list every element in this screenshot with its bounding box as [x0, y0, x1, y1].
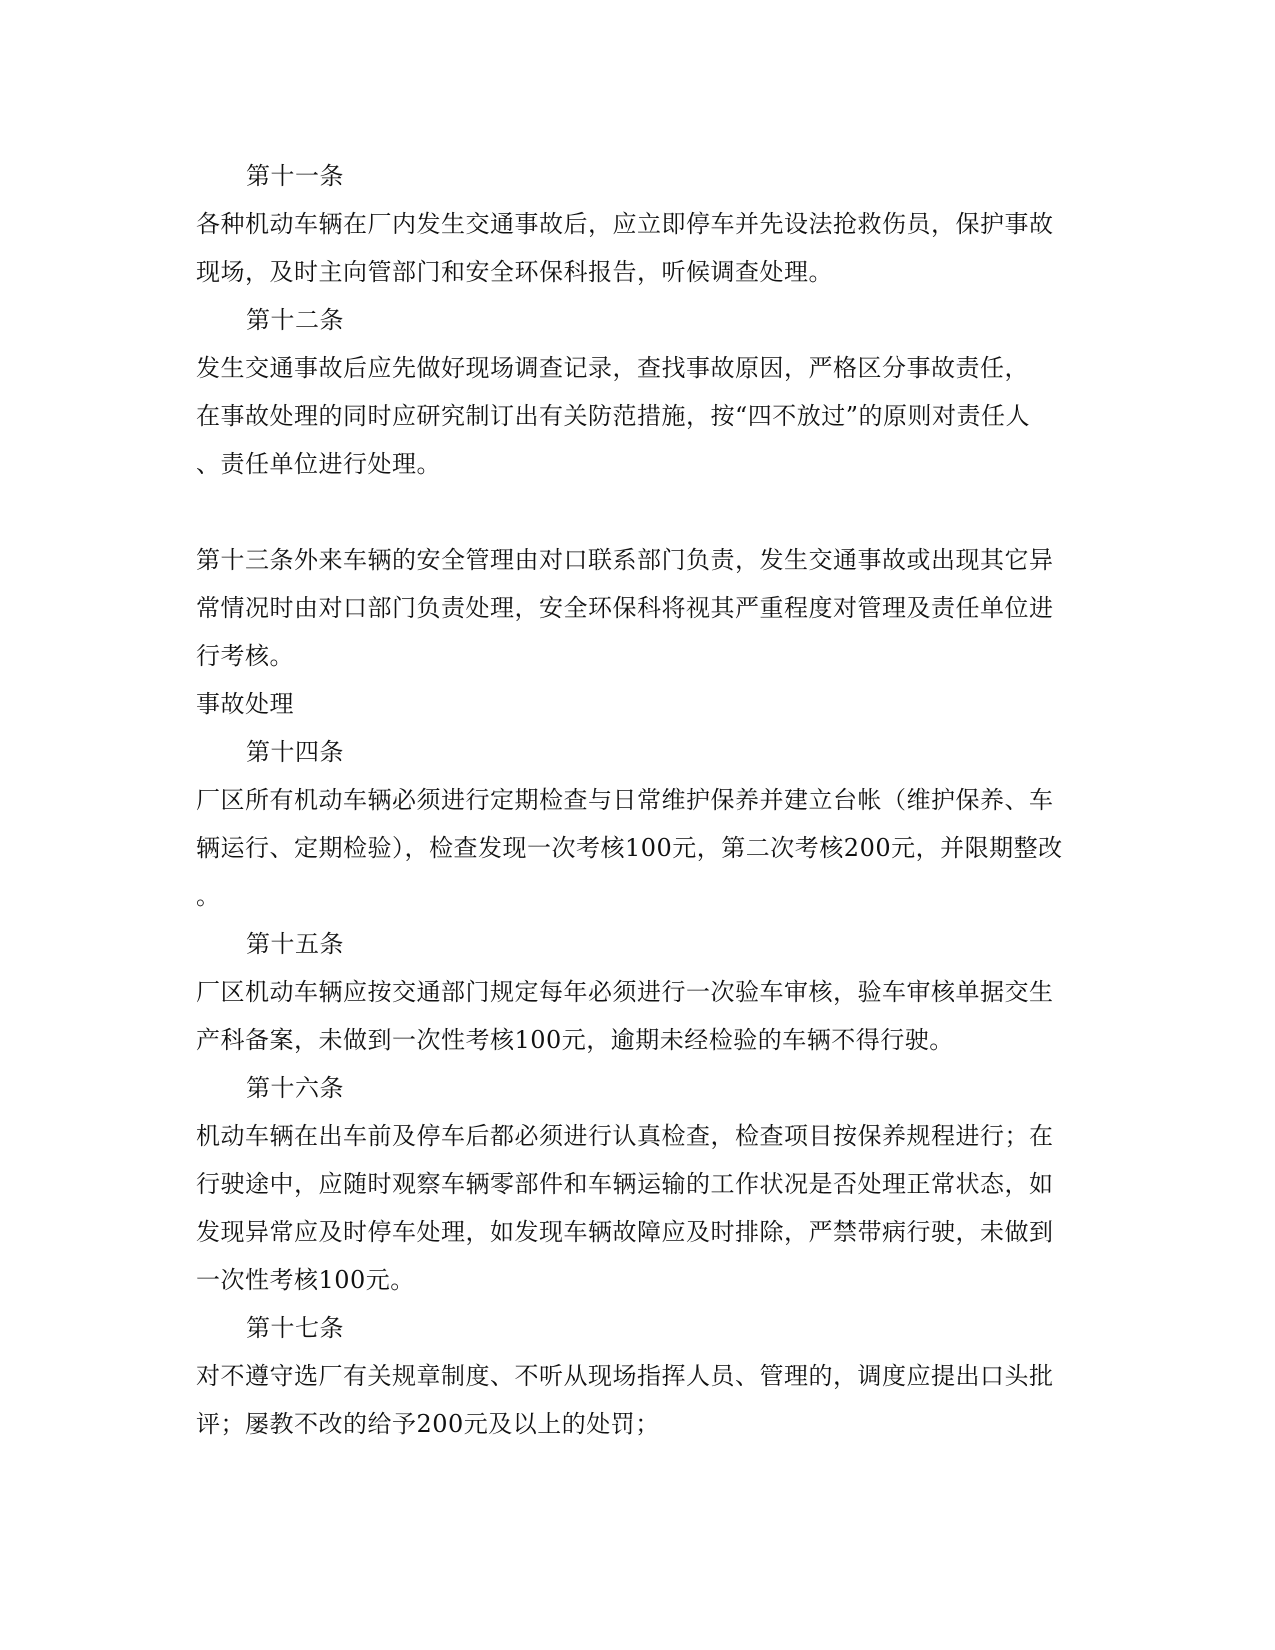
paragraph-gap [196, 488, 1076, 536]
article-15-text-line-1: 厂区机动车辆应按交通部门规定每年必须进行一次验车审核，验车审核单据交生 [196, 978, 1054, 1006]
article-13-text-line-1: 第十三条外来车辆的安全管理由对口联系部门负责，发生交通事故或出现其它异 [196, 546, 1054, 574]
article-13-text-line-3: 行考核。 [196, 642, 294, 670]
article-14-text-line-2: 辆运行、定期检验），检查发现一次考核100元，第二次考核200元，并限期整改 [196, 834, 1063, 862]
article-11-text-line-2: 现场，及时主向管部门和安全环保科报告，听候调查处理。 [196, 258, 833, 286]
article-14-text-line-3: 。 [196, 882, 221, 910]
article-13-text-line-2: 常情况时由对口部门负责处理，安全环保科将视其严重程度对管理及责任单位进 [196, 594, 1054, 622]
article-14-heading: 第十四条 [246, 738, 344, 766]
article-17-text-line-1: 对不遵守选厂有关规章制度、不听从现场指挥人员、管理的，调度应提出口头批 [196, 1362, 1054, 1390]
article-12-text-line-1: 发生交通事故后应先做好现场调查记录，查找事故原因，严格区分事故责任， [196, 354, 1029, 382]
article-11-text-line-1: 各种机动车辆在厂内发生交通事故后，应立即停车并先设法抢救伤员，保护事故 [196, 210, 1054, 238]
article-16-heading: 第十六条 [246, 1074, 344, 1102]
article-16-text-line-3: 发现异常应及时停车处理，如发现车辆故障应及时排除，严禁带病行驶，未做到 [196, 1218, 1054, 1246]
article-12-text-line-3: 、责任单位进行处理。 [196, 450, 441, 478]
article-12-heading: 第十二条 [246, 306, 344, 334]
article-16-text-line-1: 机动车辆在出车前及停车后都必须进行认真检查，检查项目按保养规程进行；在 [196, 1122, 1054, 1150]
article-17-heading: 第十七条 [246, 1314, 344, 1342]
article-14-text-line-1: 厂区所有机动车辆必须进行定期检查与日常维护保养并建立台帐（维护保养、车 [196, 786, 1054, 814]
article-15-text-line-2: 产科备案，未做到一次性考核100元，逾期未经检验的车辆不得行驶。 [196, 1026, 954, 1054]
article-15-heading: 第十五条 [246, 930, 344, 958]
article-16-text-line-4: 一次性考核100元。 [196, 1266, 415, 1294]
section-heading-accident-handling: 事故处理 [196, 690, 294, 718]
article-11-heading: 第十一条 [246, 162, 344, 190]
article-12-text-line-2: 在事故处理的同时应研究制订出有关防范措施，按“四不放过”的原则对责任人 [196, 402, 1031, 430]
document-body [196, 152, 1076, 1448]
article-17-text-line-2: 评；屡教不改的给予200元及以上的处罚； [196, 1410, 660, 1438]
article-16-text-line-2: 行驶途中，应随时观察车辆零部件和车辆运输的工作状况是否处理正常状态，如 [196, 1170, 1054, 1198]
